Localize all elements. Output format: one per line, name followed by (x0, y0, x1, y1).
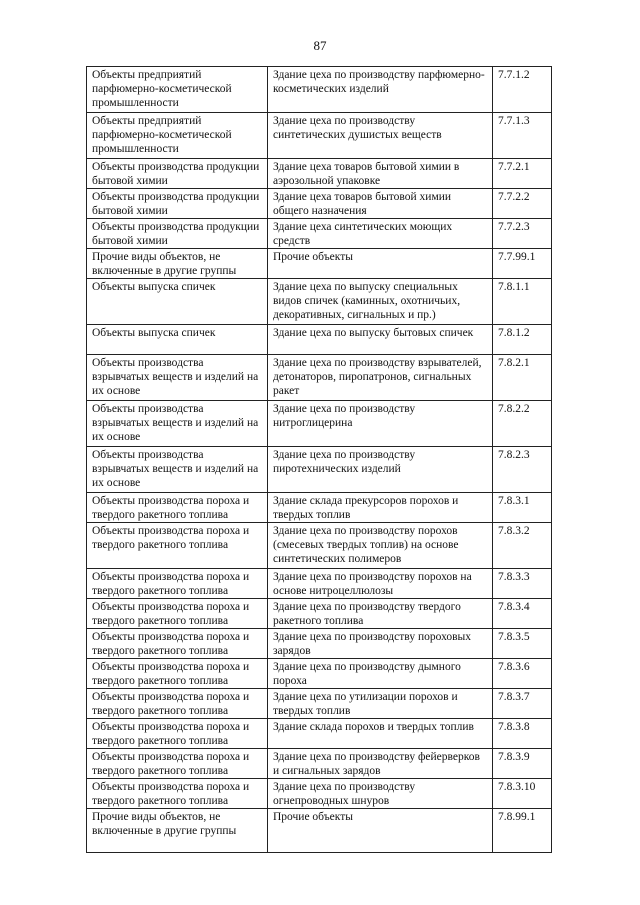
object-type-cell: Объекты предприятий парфюмерно-косметической промышленности (87, 113, 268, 159)
table-row (87, 523, 552, 569)
table-row (87, 569, 552, 599)
object-type-cell: Прочие виды объектов, не включенные в другие группы (87, 249, 268, 279)
object-type-cell: Объекты предприятий парфюмерно-косметической промышленности (87, 67, 268, 113)
table-row (87, 447, 552, 493)
object-type-cell: Объекты выпуска спичек (87, 325, 268, 355)
object-type-cell: Объекты производства пороха и твердого ракетного топлива (87, 659, 268, 689)
building-cell: Здание цеха по производству пиротехнических изделий (268, 447, 493, 493)
building-cell: Здание цеха по производству дымного пороха (268, 659, 493, 689)
code-cell: 7.8.2.2 (493, 401, 552, 447)
object-type-cell: Объекты производства пороха и твердого ракетного топлива (87, 719, 268, 749)
code-cell: 7.8.3.8 (493, 719, 552, 749)
building-cell: Здание цеха по производству взрывателей, детонаторов, пиропатронов, сигнальных ракет (268, 355, 493, 401)
classification-table (86, 66, 552, 853)
object-type-cell: Объекты производства пороха и твердого ракетного топлива (87, 493, 268, 523)
building-cell: Здание склада прекурсоров порохов и твердых топлив (268, 493, 493, 523)
building-cell: Здание цеха по производству пороховых зарядов (268, 629, 493, 659)
building-cell: Здание цеха по выпуску специальных видов спичек (каминных, охотничьих, декоративных, сигнальных и пр.) (268, 279, 493, 325)
building-cell: Здание цеха по утилизации порохов и твердых топлив (268, 689, 493, 719)
object-type-cell: Объекты производства пороха и твердого ракетного топлива (87, 523, 268, 569)
table-row (87, 249, 552, 279)
table-row (87, 401, 552, 447)
object-type-cell: Объекты производства продукции бытовой химии (87, 189, 268, 219)
page-number: 87 (313, 38, 327, 53)
table-row (87, 113, 552, 159)
building-cell: Здание цеха по производству твердого ракетного топлива (268, 599, 493, 629)
table-row (87, 599, 552, 629)
code-cell: 7.8.3.4 (493, 599, 552, 629)
code-cell: 7.7.1.3 (493, 113, 552, 159)
object-type-cell: Прочие виды объектов, не включенные в другие группы (87, 809, 268, 853)
object-type-cell: Объекты производства продукции бытовой химии (87, 219, 268, 249)
building-cell: Здание цеха товаров бытовой химии общего назначения (268, 189, 493, 219)
code-cell: 7.8.2.1 (493, 355, 552, 401)
code-cell: 7.7.1.2 (493, 67, 552, 113)
object-type-cell: Объекты производства продукции бытовой химии (87, 159, 268, 189)
table-row (87, 493, 552, 523)
code-cell: 7.8.3.3 (493, 569, 552, 599)
building-cell: Здание цеха по производству нитроглицерина (268, 401, 493, 447)
code-cell: 7.8.3.6 (493, 659, 552, 689)
object-type-cell: Объекты производства пороха и твердого ракетного топлива (87, 689, 268, 719)
code-cell: 7.8.2.3 (493, 447, 552, 493)
building-cell: Здание цеха по производству порохов (смесевых твердых топлив) на основе синтетических полимеров (268, 523, 493, 569)
code-cell: 7.8.3.10 (493, 779, 552, 809)
table-row (87, 779, 552, 809)
table-row (87, 355, 552, 401)
table-row (87, 629, 552, 659)
table-row (87, 67, 552, 113)
table-row (87, 659, 552, 689)
building-cell: Здание цеха по производству фейерверков и сигнальных зарядов (268, 749, 493, 779)
building-cell: Здание цеха по выпуску бытовых спичек (268, 325, 493, 355)
code-cell: 7.8.99.1 (493, 809, 552, 853)
table-row (87, 719, 552, 749)
code-cell: 7.8.3.5 (493, 629, 552, 659)
code-cell: 7.8.3.7 (493, 689, 552, 719)
building-cell: Здание склада порохов и твердых топлив (268, 719, 493, 749)
table-body (87, 67, 552, 853)
code-cell: 7.8.3.1 (493, 493, 552, 523)
object-type-cell: Объекты производства взрывчатых веществ и изделий на их основе (87, 447, 268, 493)
table-row (87, 749, 552, 779)
code-cell: 7.7.2.3 (493, 219, 552, 249)
code-cell: 7.7.2.1 (493, 159, 552, 189)
table-row (87, 159, 552, 189)
table-row (87, 189, 552, 219)
building-cell: Здание цеха синтетических моющих средств (268, 219, 493, 249)
table-row (87, 689, 552, 719)
table-row (87, 219, 552, 249)
object-type-cell: Объекты производства пороха и твердого ракетного топлива (87, 749, 268, 779)
table-row (87, 325, 552, 355)
code-cell: 7.7.99.1 (493, 249, 552, 279)
building-cell: Прочие объекты (268, 809, 493, 853)
building-cell: Здание цеха по производству огнепроводных шнуров (268, 779, 493, 809)
object-type-cell: Объекты производства взрывчатых веществ и изделий на их основе (87, 401, 268, 447)
code-cell: 7.8.3.9 (493, 749, 552, 779)
code-cell: 7.8.1.1 (493, 279, 552, 325)
table-row (87, 809, 552, 853)
object-type-cell: Объекты производства взрывчатых веществ и изделий на их основе (87, 355, 268, 401)
code-cell: 7.8.1.2 (493, 325, 552, 355)
building-cell: Прочие объекты (268, 249, 493, 279)
building-cell: Здание цеха товаров бытовой химии в аэрозольной упаковке (268, 159, 493, 189)
building-cell: Здание цеха по производству порохов на основе нитроцеллюлозы (268, 569, 493, 599)
object-type-cell: Объекты производства пороха и твердого ракетного топлива (87, 599, 268, 629)
object-type-cell: Объекты производства пороха и твердого ракетного топлива (87, 629, 268, 659)
code-cell: 7.7.2.2 (493, 189, 552, 219)
building-cell: Здание цеха по производству парфюмерно-косметических изделий (268, 67, 493, 113)
table-row (87, 279, 552, 325)
building-cell: Здание цеха по производству синтетических душистых веществ (268, 113, 493, 159)
object-type-cell: Объекты производства пороха и твердого ракетного топлива (87, 779, 268, 809)
object-type-cell: Объекты производства пороха и твердого ракетного топлива (87, 569, 268, 599)
object-type-cell: Объекты выпуска спичек (87, 279, 268, 325)
code-cell: 7.8.3.2 (493, 523, 552, 569)
